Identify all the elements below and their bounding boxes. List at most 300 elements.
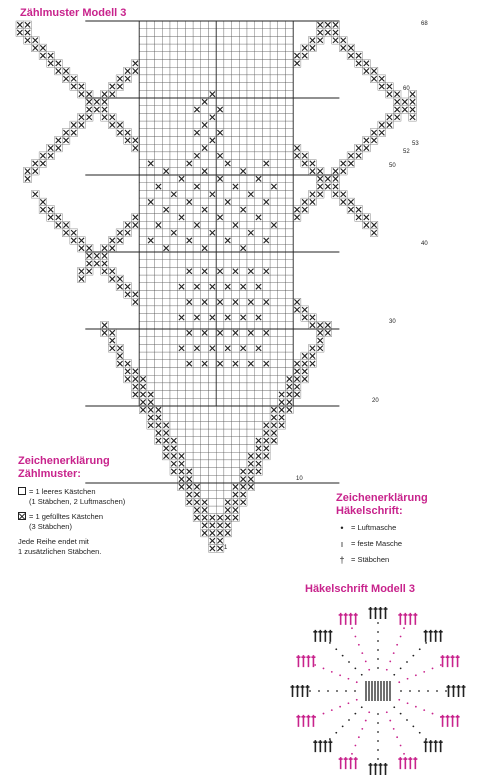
empty-cell bbox=[155, 167, 163, 175]
legend-empty-row bbox=[18, 487, 218, 506]
empty-cell bbox=[224, 206, 232, 214]
empty-cell bbox=[286, 352, 294, 360]
empty-cell bbox=[185, 391, 193, 399]
empty-cell bbox=[239, 329, 247, 337]
empty-cell bbox=[270, 206, 278, 214]
empty-cell bbox=[286, 344, 294, 352]
empty-cell bbox=[216, 160, 224, 168]
empty-cell bbox=[162, 137, 170, 145]
empty-cell bbox=[162, 183, 170, 191]
chain-dot bbox=[348, 661, 350, 663]
empty-cell bbox=[193, 298, 201, 306]
empty-cell bbox=[139, 244, 147, 252]
empty-cell bbox=[224, 244, 232, 252]
empty-cell bbox=[239, 198, 247, 206]
empty-cell bbox=[255, 221, 263, 229]
empty-cell bbox=[201, 113, 209, 121]
empty-cell bbox=[255, 337, 263, 345]
chain-dot bbox=[356, 681, 358, 683]
empty-cell bbox=[255, 375, 263, 383]
empty-cell bbox=[185, 221, 193, 229]
empty-cell bbox=[239, 437, 247, 445]
empty-cell bbox=[155, 129, 163, 137]
empty-cell bbox=[286, 83, 294, 91]
empty-cell bbox=[262, 306, 270, 314]
empty-cell bbox=[193, 206, 201, 214]
chain-dot bbox=[309, 690, 311, 692]
empty-cell bbox=[247, 160, 255, 168]
empty-cell bbox=[193, 44, 201, 52]
empty-cell bbox=[278, 267, 286, 275]
empty-cell bbox=[232, 460, 240, 468]
empty-cell bbox=[147, 306, 155, 314]
empty-cell bbox=[286, 52, 294, 60]
empty-cell bbox=[193, 306, 201, 314]
empty-cell bbox=[170, 398, 178, 406]
empty-cell bbox=[255, 29, 263, 37]
chain-dot bbox=[335, 732, 337, 734]
empty-cell bbox=[147, 314, 155, 322]
treble-stitch bbox=[318, 630, 322, 642]
empty-cell bbox=[209, 52, 217, 60]
empty-cell bbox=[224, 29, 232, 37]
empty-cell bbox=[224, 113, 232, 121]
empty-cell bbox=[286, 121, 294, 129]
empty-cell bbox=[216, 206, 224, 214]
empty-cell bbox=[139, 352, 147, 360]
empty-cell bbox=[216, 21, 224, 29]
treble-stitch bbox=[457, 685, 461, 697]
empty-cell bbox=[185, 445, 193, 453]
empty-cell bbox=[139, 260, 147, 268]
empty-cell bbox=[239, 391, 247, 399]
treble-stitch bbox=[452, 685, 456, 697]
empty-cell bbox=[262, 391, 270, 399]
empty-cell bbox=[232, 352, 240, 360]
empty-cell bbox=[201, 183, 209, 191]
empty-cell bbox=[193, 29, 201, 37]
empty-cell bbox=[139, 106, 147, 114]
chain-dot bbox=[361, 674, 363, 676]
empty-cell bbox=[239, 144, 247, 152]
empty-cell bbox=[185, 121, 193, 129]
empty-cell bbox=[255, 44, 263, 52]
empty-cell bbox=[239, 29, 247, 37]
empty-cell bbox=[232, 306, 240, 314]
empty-cell bbox=[278, 106, 286, 114]
legend-note-line2: 1 zusätzlichen Stäbchen. bbox=[18, 546, 102, 556]
empty-cell bbox=[170, 244, 178, 252]
empty-cell bbox=[239, 383, 247, 391]
chain-dot bbox=[365, 720, 367, 722]
empty-cell bbox=[247, 52, 255, 60]
empty-cell bbox=[216, 375, 224, 383]
empty-cell bbox=[193, 198, 201, 206]
empty-cell bbox=[162, 214, 170, 222]
empty-cell bbox=[162, 375, 170, 383]
empty-cell bbox=[286, 291, 294, 299]
empty-cell bbox=[216, 260, 224, 268]
empty-cell bbox=[155, 152, 163, 160]
empty-cell bbox=[239, 60, 247, 68]
empty-cell bbox=[139, 183, 147, 191]
empty-cell bbox=[224, 391, 232, 399]
treble-stitch bbox=[439, 630, 443, 642]
empty-cell bbox=[139, 368, 147, 376]
stitch-group bbox=[296, 655, 315, 667]
empty-cell bbox=[139, 237, 147, 245]
empty-cell bbox=[178, 129, 186, 137]
empty-cell bbox=[239, 337, 247, 345]
empty-cell bbox=[170, 29, 178, 37]
empty-cell bbox=[147, 337, 155, 345]
empty-cell bbox=[278, 291, 286, 299]
empty-cell bbox=[185, 90, 193, 98]
empty-cell bbox=[139, 167, 147, 175]
chain-dot bbox=[355, 745, 357, 747]
legend-filled-line1: = 1 gefülltes Kästchen bbox=[29, 512, 104, 521]
empty-cell bbox=[262, 67, 270, 75]
empty-cell bbox=[185, 321, 193, 329]
empty-cell bbox=[178, 36, 186, 44]
empty-cell bbox=[209, 75, 217, 83]
chain-dot bbox=[342, 725, 344, 727]
empty-cell bbox=[270, 160, 278, 168]
empty-cell bbox=[247, 421, 255, 429]
empty-cell bbox=[232, 167, 240, 175]
empty-cell bbox=[209, 206, 217, 214]
empty-cell bbox=[239, 421, 247, 429]
empty-cell bbox=[247, 214, 255, 222]
empty-cell bbox=[147, 29, 155, 37]
empty-cell bbox=[170, 368, 178, 376]
empty-cell bbox=[170, 421, 178, 429]
empty-cell bbox=[185, 129, 193, 137]
empty-cell bbox=[185, 167, 193, 175]
empty-cell bbox=[278, 368, 286, 376]
empty-cell bbox=[216, 90, 224, 98]
empty-cell bbox=[185, 137, 193, 145]
row-label-10: 10 bbox=[296, 476, 303, 482]
treble-stitch bbox=[374, 763, 378, 775]
empty-cell bbox=[185, 260, 193, 268]
legend-chain-label: = Luftmasche bbox=[351, 523, 397, 532]
chain-dot bbox=[323, 668, 325, 670]
legend-filled-line2: (3 Stäbchen) bbox=[29, 521, 72, 531]
chain-dot bbox=[403, 627, 405, 629]
empty-cell bbox=[278, 21, 286, 29]
empty-cell bbox=[155, 298, 163, 306]
empty-cell bbox=[162, 160, 170, 168]
stitch-group bbox=[398, 613, 417, 625]
empty-cell bbox=[155, 237, 163, 245]
treble-stitch bbox=[296, 655, 300, 667]
empty-cell bbox=[278, 144, 286, 152]
empty-cell bbox=[247, 198, 255, 206]
empty-cell bbox=[270, 67, 278, 75]
empty-cell bbox=[170, 137, 178, 145]
empty-cell bbox=[262, 368, 270, 376]
chain-dot bbox=[365, 661, 367, 663]
empty-cell bbox=[185, 44, 193, 52]
empty-cell bbox=[209, 237, 217, 245]
empty-cell bbox=[247, 406, 255, 414]
empty-cell bbox=[247, 137, 255, 145]
double-crochet-icon: † bbox=[339, 555, 345, 565]
empty-cell bbox=[247, 352, 255, 360]
empty-cell bbox=[270, 175, 278, 183]
empty-cell bbox=[278, 298, 286, 306]
legend-crochet bbox=[336, 492, 476, 565]
empty-cell bbox=[232, 129, 240, 137]
empty-cell bbox=[193, 375, 201, 383]
empty-cell bbox=[270, 36, 278, 44]
empty-cell bbox=[193, 329, 201, 337]
empty-cell bbox=[278, 321, 286, 329]
empty-cell bbox=[270, 137, 278, 145]
empty-cell bbox=[162, 90, 170, 98]
empty-cell bbox=[185, 183, 193, 191]
empty-cell bbox=[185, 383, 193, 391]
empty-cell bbox=[139, 306, 147, 314]
empty-cell bbox=[232, 406, 240, 414]
empty-cell bbox=[247, 221, 255, 229]
chain-dot bbox=[418, 690, 420, 692]
empty-cell bbox=[162, 75, 170, 83]
empty-cell bbox=[170, 352, 178, 360]
empty-cell bbox=[178, 106, 186, 114]
empty-cell bbox=[170, 52, 178, 60]
empty-cell bbox=[162, 83, 170, 91]
empty-cell bbox=[216, 344, 224, 352]
empty-cell bbox=[170, 160, 178, 168]
empty-cell bbox=[139, 152, 147, 160]
empty-cell bbox=[278, 160, 286, 168]
empty-cell bbox=[232, 83, 240, 91]
empty-cell bbox=[185, 337, 193, 345]
empty-cell bbox=[162, 283, 170, 291]
empty-cell bbox=[178, 221, 186, 229]
empty-cell bbox=[147, 206, 155, 214]
empty-cell bbox=[201, 160, 209, 168]
empty-cell bbox=[162, 221, 170, 229]
empty-cell bbox=[239, 137, 247, 145]
empty-cell bbox=[286, 252, 294, 260]
treble-stitch bbox=[462, 685, 466, 697]
empty-cell bbox=[193, 275, 201, 283]
empty-cell bbox=[170, 314, 178, 322]
empty-cell bbox=[155, 36, 163, 44]
empty-cell bbox=[178, 375, 186, 383]
empty-cell bbox=[178, 137, 186, 145]
empty-cell bbox=[232, 60, 240, 68]
empty-cell bbox=[262, 144, 270, 152]
empty-cell bbox=[178, 391, 186, 399]
empty-cell bbox=[178, 75, 186, 83]
empty-cell bbox=[286, 167, 294, 175]
empty-cell bbox=[178, 368, 186, 376]
empty-cell bbox=[278, 314, 286, 322]
empty-cell bbox=[209, 383, 217, 391]
empty-cell bbox=[201, 44, 209, 52]
empty-cell bbox=[155, 144, 163, 152]
empty-cell bbox=[262, 321, 270, 329]
empty-cell bbox=[155, 121, 163, 129]
empty-cell bbox=[147, 60, 155, 68]
empty-cell bbox=[162, 298, 170, 306]
empty-cell bbox=[178, 360, 186, 368]
empty-cell bbox=[232, 152, 240, 160]
empty-cell bbox=[209, 160, 217, 168]
treble-stitch bbox=[301, 685, 305, 697]
stitch-group bbox=[369, 763, 388, 775]
empty-cell bbox=[262, 137, 270, 145]
treble-stitch bbox=[339, 757, 343, 769]
empty-cell bbox=[270, 383, 278, 391]
empty-cell bbox=[270, 29, 278, 37]
chain-dot bbox=[419, 648, 421, 650]
chain-dot bbox=[406, 661, 408, 663]
empty-cell bbox=[239, 414, 247, 422]
empty-cell bbox=[232, 75, 240, 83]
empty-cell bbox=[262, 352, 270, 360]
empty-cell bbox=[201, 445, 209, 453]
empty-cell bbox=[239, 21, 247, 29]
empty-cell bbox=[147, 252, 155, 260]
stitch-group bbox=[441, 715, 460, 727]
empty-cell bbox=[247, 106, 255, 114]
empty-cell bbox=[262, 229, 270, 237]
treble-stitch bbox=[306, 715, 310, 727]
legend-empty-line2: (1 Stäbchen, 2 Luftmaschen) bbox=[29, 496, 126, 506]
empty-cell bbox=[185, 229, 193, 237]
empty-cell bbox=[193, 229, 201, 237]
empty-cell bbox=[224, 414, 232, 422]
empty-cell bbox=[239, 190, 247, 198]
empty-cell bbox=[209, 298, 217, 306]
empty-cell bbox=[155, 160, 163, 168]
empty-cell bbox=[278, 183, 286, 191]
empty-cell bbox=[178, 275, 186, 283]
empty-cell bbox=[232, 337, 240, 345]
empty-cell bbox=[216, 29, 224, 37]
empty-cell bbox=[247, 414, 255, 422]
treble-stitch bbox=[313, 630, 317, 642]
empty-cell bbox=[247, 375, 255, 383]
stitch-group bbox=[398, 757, 417, 769]
empty-cell bbox=[193, 121, 201, 129]
empty-cell bbox=[147, 144, 155, 152]
chain-dot bbox=[358, 644, 360, 646]
empty-cell bbox=[224, 267, 232, 275]
empty-cell bbox=[147, 321, 155, 329]
empty-cell bbox=[193, 267, 201, 275]
empty-cell bbox=[193, 175, 201, 183]
empty-cell bbox=[255, 352, 263, 360]
empty-cell bbox=[247, 252, 255, 260]
empty-cell bbox=[139, 314, 147, 322]
empty-cell bbox=[255, 414, 263, 422]
empty-cell bbox=[209, 329, 217, 337]
empty-cell bbox=[247, 152, 255, 160]
empty-cell bbox=[155, 383, 163, 391]
empty-cell bbox=[170, 337, 178, 345]
chain-dot bbox=[407, 702, 409, 704]
empty-cell bbox=[239, 160, 247, 168]
empty-cell bbox=[286, 129, 294, 137]
empty-cell bbox=[216, 314, 224, 322]
chain-dot bbox=[389, 661, 391, 663]
treble-stitch bbox=[374, 607, 378, 619]
treble-stitch bbox=[398, 757, 402, 769]
empty-cell bbox=[232, 237, 240, 245]
empty-cell bbox=[209, 221, 217, 229]
empty-cell bbox=[201, 214, 209, 222]
legend-sc-label: = feste Masche bbox=[351, 539, 403, 548]
treble-stitch bbox=[306, 655, 310, 667]
empty-cell bbox=[170, 121, 178, 129]
empty-cell bbox=[162, 121, 170, 129]
empty-cell bbox=[162, 398, 170, 406]
treble-stitch bbox=[344, 757, 348, 769]
empty-cell bbox=[247, 129, 255, 137]
treble-stitch bbox=[408, 613, 412, 625]
chain-dot bbox=[339, 706, 341, 708]
empty-cell bbox=[247, 36, 255, 44]
empty-cell bbox=[270, 352, 278, 360]
empty-cell bbox=[239, 221, 247, 229]
empty-cell bbox=[209, 183, 217, 191]
empty-cell bbox=[216, 275, 224, 283]
empty-cell bbox=[216, 445, 224, 453]
chain-dot bbox=[389, 720, 391, 722]
empty-cell bbox=[185, 314, 193, 322]
empty-cell bbox=[278, 152, 286, 160]
empty-cell bbox=[178, 21, 186, 29]
empty-cell bbox=[286, 44, 294, 52]
empty-cell bbox=[255, 252, 263, 260]
chain-dot bbox=[377, 631, 379, 633]
empty-cell bbox=[178, 160, 186, 168]
empty-cell bbox=[286, 368, 294, 376]
empty-cell bbox=[170, 291, 178, 299]
empty-cell bbox=[162, 229, 170, 237]
empty-cell bbox=[162, 414, 170, 422]
empty-cell bbox=[255, 368, 263, 376]
empty-cell bbox=[255, 160, 263, 168]
empty-cell bbox=[255, 36, 263, 44]
empty-cell bbox=[247, 275, 255, 283]
empty-cell bbox=[209, 414, 217, 422]
empty-cell bbox=[224, 337, 232, 345]
empty-cell bbox=[286, 360, 294, 368]
empty-cell bbox=[155, 398, 163, 406]
empty-cell bbox=[232, 475, 240, 483]
empty-cell bbox=[278, 383, 286, 391]
empty-cell bbox=[239, 398, 247, 406]
empty-cell bbox=[193, 368, 201, 376]
empty-cell bbox=[147, 75, 155, 83]
empty-cell bbox=[201, 190, 209, 198]
empty-cell bbox=[286, 144, 294, 152]
empty-cell bbox=[185, 398, 193, 406]
chain-dot bbox=[398, 681, 400, 683]
empty-cell bbox=[270, 344, 278, 352]
empty-cell bbox=[147, 229, 155, 237]
chain-dot bbox=[440, 664, 442, 666]
empty-cell bbox=[247, 237, 255, 245]
treble-stitch bbox=[306, 685, 310, 697]
